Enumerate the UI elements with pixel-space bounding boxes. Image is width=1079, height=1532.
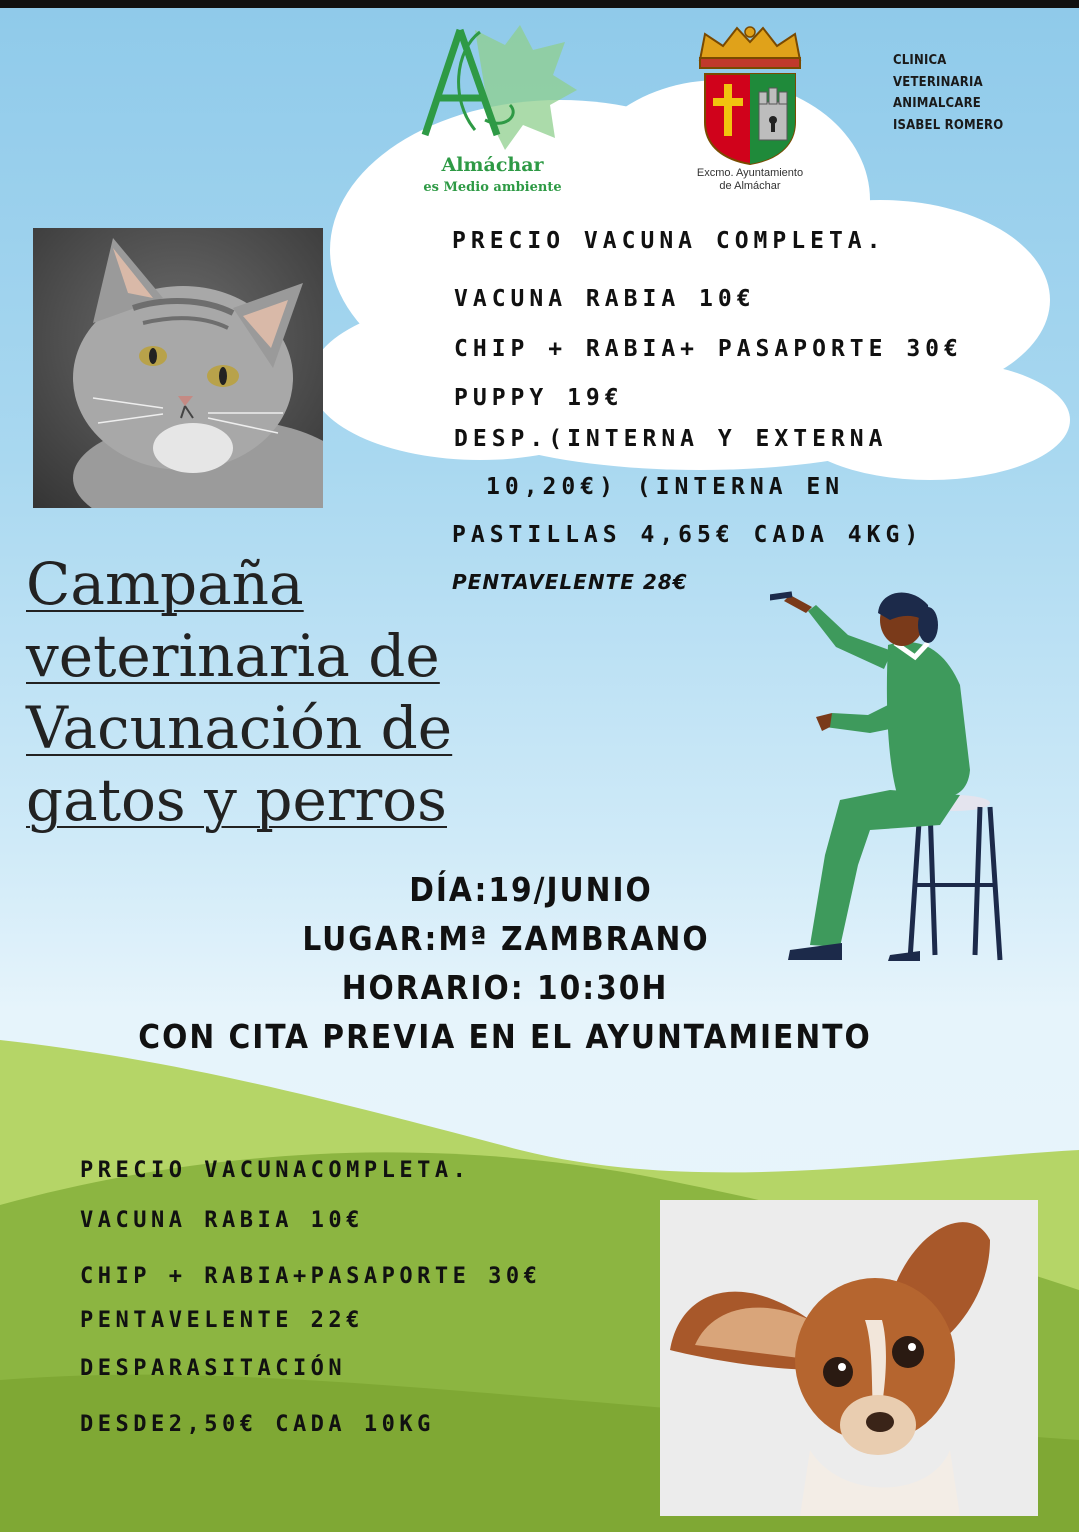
price-top-line: VACUNA RABIA 10€ (454, 286, 756, 312)
price-bottom-line: CHIP + RABIA+PASAPORTE 30€ (80, 1264, 542, 1289)
price-top-line: 10,20€) (INTERNA EN (486, 474, 845, 500)
cat-photo (33, 228, 323, 508)
coat-of-arms-icon (675, 22, 825, 167)
price-bottom-line: DESPARASITACIÓN (80, 1356, 347, 1381)
campaign-title (26, 548, 586, 836)
almachar-logo (405, 20, 580, 200)
almachar-subtitle: es Medio ambiente (423, 180, 562, 195)
price-bottom-line: DESDE2,50€ CADA 10KG (80, 1412, 435, 1437)
price-top-line: CHIP + RABIA+ PASAPORTE 30€ (454, 336, 963, 362)
title-line-2: veterinaria de (26, 622, 440, 690)
ayuntamiento-logo (675, 22, 825, 197)
clinic-name (893, 50, 1053, 136)
price-top-line: PUPPY 19€ (454, 385, 624, 411)
title-line-1: Campaña (26, 550, 304, 618)
clinic-line-1: CLINICA (893, 53, 947, 68)
almachar-leaf-icon (405, 20, 580, 155)
event-appointment: CON CITA PREVIA EN EL AYUNTAMIENTO (138, 1017, 872, 1056)
event-info (0, 865, 1010, 1061)
event-place: LUGAR:Mª ZAMBRANO (302, 919, 710, 958)
clinic-line-4: ISABEL ROMERO (893, 117, 1004, 133)
title-line-3: Vacunación de (26, 694, 453, 762)
pentavalente-top: PENTAVELENTE 28€ (452, 570, 688, 594)
price-bottom-heading: PRECIO VACUNACOMPLETA. (80, 1158, 471, 1183)
title-line-4: gatos y perros (26, 766, 447, 834)
price-top-line: DESP.(INTERNA Y EXTERNA (454, 426, 888, 452)
event-day: DÍA:19/JUNIO (409, 870, 653, 909)
price-top-line: PASTILLAS 4,65€ CADA 4KG) (452, 522, 924, 548)
ayuntamiento-caption (675, 167, 825, 193)
ayuntamiento-line-1: Excmo. Ayuntamiento (696, 167, 804, 179)
dog-image (660, 1200, 1038, 1516)
dog-photo (660, 1200, 1038, 1516)
clinic-line-3: ANIMALCARE (893, 96, 981, 111)
cat-image (33, 228, 323, 508)
price-top-heading: PRECIO VACUNA COMPLETA. (452, 228, 886, 254)
clinic-line-2: VETERINARIA (893, 74, 983, 90)
event-time: HORARIO: 10:30H (341, 968, 669, 1007)
price-bottom-line: PENTAVELENTE 22€ (80, 1308, 364, 1333)
ayuntamiento-line-2: de Almáchar (719, 180, 781, 192)
almachar-name: Almáchar (441, 154, 544, 176)
price-bottom-line: VACUNA RABIA 10€ (80, 1208, 364, 1233)
